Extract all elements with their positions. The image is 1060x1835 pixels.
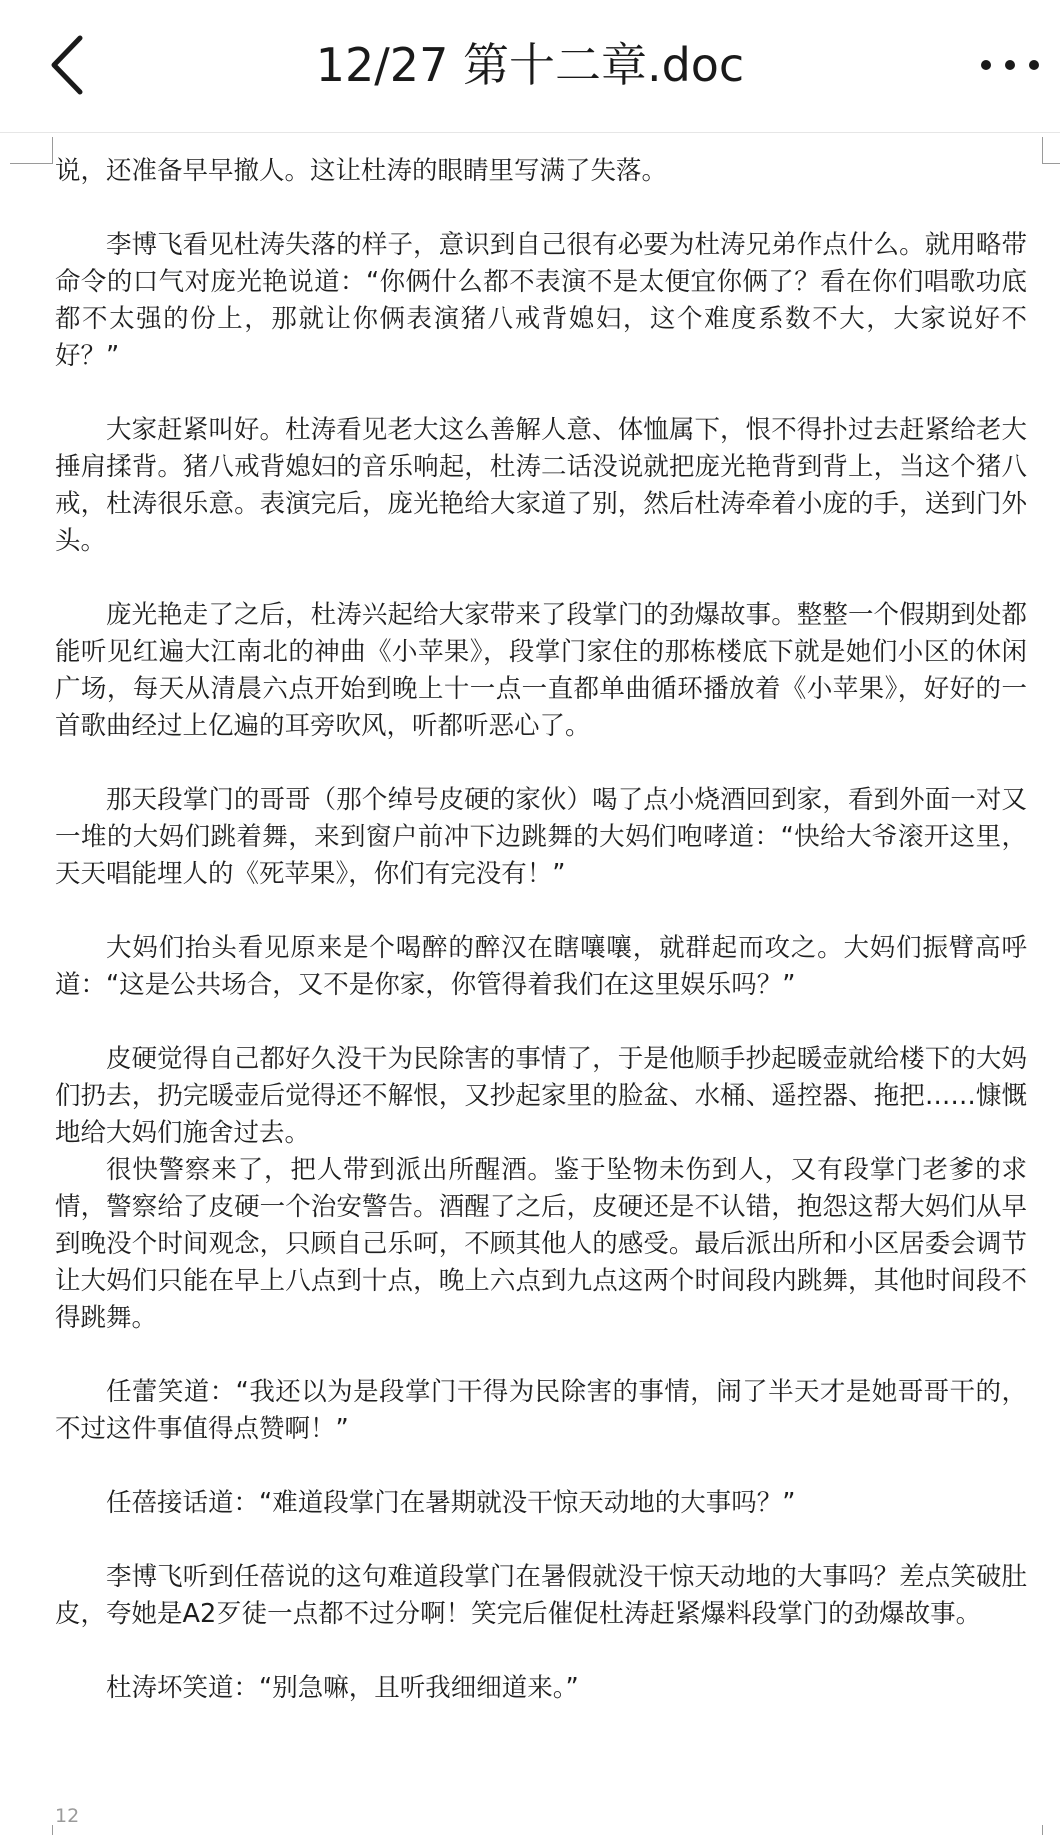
paragraph: 杜涛坏笑道：“别急嘛，且听我细细道来。” — [106, 1673, 579, 1703]
paragraph: 大妈们抬头看见原来是个喝醉的醉汉在瞎嚷嚷，就群起而攻之。大妈们振臂高呼道：“这是公共场合，又不是你家，你管得着我们在这里娱乐吗？” — [55, 933, 1027, 1000]
margin-corner-mark — [1042, 137, 1060, 164]
paragraph: 皮硬觉得自己都好久没干为民除害的事情了，于是他顺手抄起暖壶就给楼下的大妈们扔去，扔完暖壶后觉得还不解恨，又抄起家里的脸盆、水桶、遥控器、拖把……慷慨地给大妈们施舍过去。 — [55, 1044, 1027, 1148]
paragraph: 很快警察来了，把人带到派出所醒酒。鉴于坠物未伤到人，又有段掌门老爹的求情，警察给了皮硬一个治安警告。酒醒了之后，皮硬还是不认错，抱怨这帮大妈们从早到晚没个时间观念，只顾自己乐呵，不顾其他人的感受。最后派出所和小区居委会调节让大妈们只能在早上八点到十点，晚上六点到九点这两个时间段内跳舞，其他时间段不得跳舞。 — [55, 1155, 1027, 1333]
chevron-left-icon — [44, 30, 94, 100]
paragraph: 任蕾笑道：“我还以为是段掌门干得为民除害的事情，闹了半天才是她哥哥干的，不过这件事值得点赞啊！” — [55, 1377, 1027, 1444]
more-options-button[interactable] — [978, 40, 1042, 90]
more-horizontal-icon — [978, 40, 1042, 90]
page-number: 12 — [55, 1805, 80, 1827]
document-title: 12/27 第十二章.doc — [315, 38, 745, 92]
margin-corner-mark — [1042, 1825, 1060, 1835]
margin-corner-mark — [10, 1825, 53, 1835]
document-page — [0, 133, 1060, 1835]
paragraph: 说，还准备早早撤人。这让杜涛的眼睛里写满了失落。 — [55, 156, 668, 186]
paragraph: 庞光艳走了之后，杜涛兴起给大家带来了段掌门的劲爆故事。整整一个假期到处都能听见红遍大江南北的神曲《小苹果》，段掌门家住的那栋楼底下就是她们小区的休闲广场，每天从清晨六点开始到晚上十一点一直都单曲循环播放着《小苹果》，好好的一首歌曲经过上亿遍的耳旁吹风，听都听恶心了。 — [55, 600, 1027, 741]
back-button[interactable] — [44, 30, 94, 100]
paragraph: 大家赶紧叫好。杜涛看见老大这么善解人意、体恤属下，恨不得扑过去赶紧给老大捶肩揉背。猪八戒背媳妇的音乐响起，杜涛二话没说就把庞光艳背到背上，当这个猪八戒，杜涛很乐意。表演完后，庞光艳给大家道了别，然后杜涛牵着小庞的手，送到门外头。 — [55, 415, 1027, 556]
paragraph: 李博飞听到任蓓说的这句难道段掌门在暑假就没干惊天动地的大事吗？差点笑破肚皮，夸她是A2歹徒一点都不过分啊！笑完后催促杜涛赶紧爆料段掌门的劲爆故事。 — [55, 1562, 1027, 1629]
paragraph: 那天段掌门的哥哥（那个绰号皮硬的家伙）喝了点小烧酒回到家，看到外面一对又一堆的大妈们跳着舞，来到窗户前冲下边跳舞的大妈们咆哮道：“快给大爷滚开这里，天天唱能埋人的《死苹果》，你们有完没有！” — [55, 785, 1027, 889]
paragraph: 任蓓接话道：“难道段掌门在暑期就没干惊天动地的大事吗？” — [106, 1488, 796, 1518]
document-body — [55, 153, 1027, 1744]
paragraph: 李博飞看见杜涛失落的样子，意识到自己很有必要为杜涛兄弟作点什么。就用略带命令的口气对庞光艳说道：“你俩什么都不表演不是太便宜你俩了？看在你们唱歌功底都不太强的份上，那就让你俩表演猪八戒背媳妇，这个难度系数不大，大家说好不好？” — [55, 230, 1027, 371]
margin-corner-mark — [10, 137, 53, 164]
top-navigation-bar — [0, 0, 1060, 133]
